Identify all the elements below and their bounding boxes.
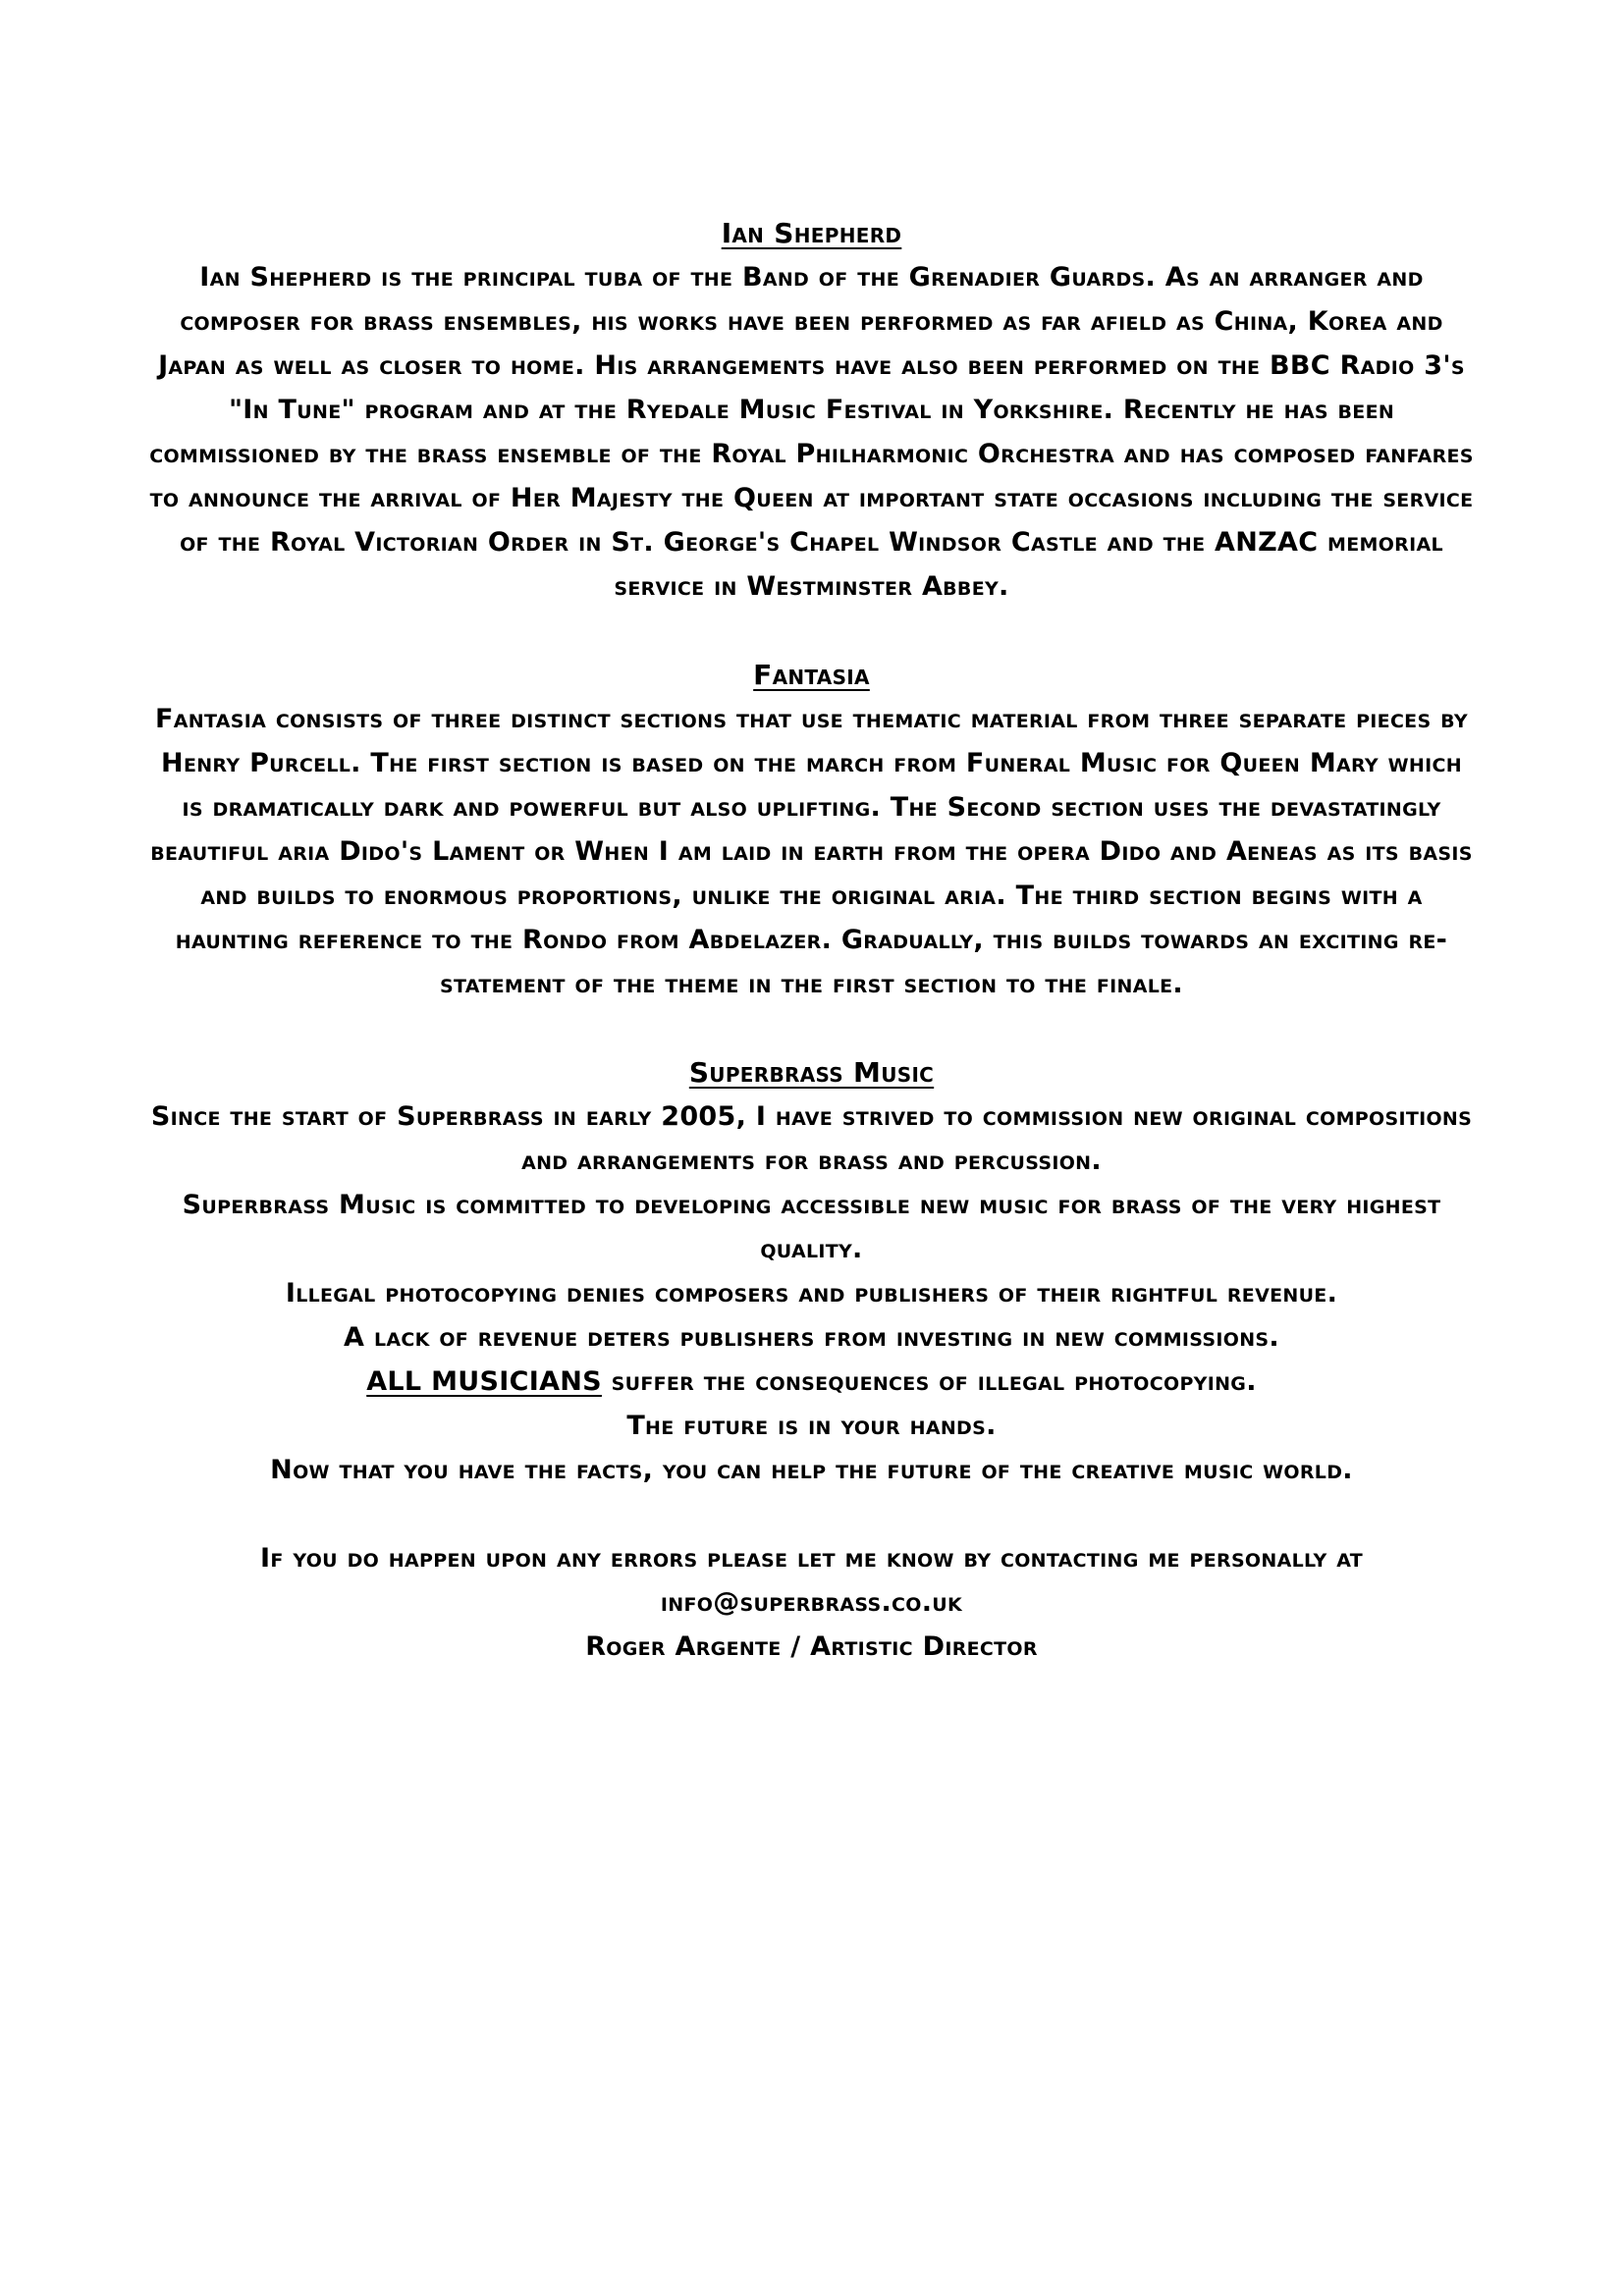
contact-block [147, 1536, 1476, 1669]
superbrass-line-4: A lack of revenue deters publishers from investing in new commissions. [344, 1322, 1279, 1353]
contact-line: If you do happen upon any errors please let me know by contacting me personally at [260, 1543, 1363, 1574]
contact-email: info@superbrass.co.uk [660, 1587, 963, 1618]
section-body-fantasia: Fantasia consists of three distinct sections that use thematic material from three separate pieces by Henry Purcell. The first section is based on the march from Funeral Music for Queen Mary which is dramatically dark and powerful but also uplifting. The Second section uses the devastatingly beautiful aria Dido's Lament or When I am laid in earth from the opera Dido and Aeneas as its basis and builds to enormous proportions, unlike the original aria. The third section begins with a haunting reference to the Rondo from Abdelazer. Gradually, this builds towards an exciting re-statement of the theme in the first section to the finale. [150, 704, 1473, 999]
section-fantasia [147, 653, 1476, 1006]
superbrass-line-1: Since the start of Superbrass in early 2005, I have strived to commission new original compositions and arrangements for brass and percussion. [150, 1101, 1473, 1176]
section-ian-shepherd [147, 211, 1476, 609]
superbrass-line-7: Now that you have the facts, you can help the future of the creative music world. [270, 1455, 1353, 1485]
superbrass-line-3: Illegal photocopying denies composers and publishers of their rightful revenue. [285, 1278, 1338, 1308]
superbrass-line-6: The future is in your hands. [626, 1411, 997, 1441]
superbrass-line-5 [147, 1360, 1476, 1404]
superbrass-line-5-rest: suffer the consequences of illegal photocopying. [601, 1366, 1257, 1397]
signature: Roger Argente / Artistic Director [585, 1631, 1038, 1662]
section-body-ian-shepherd: Ian Shepherd is the principal tuba of the Band of the Grenadier Guards. As an arranger and composer for brass ensembles, his works have been performed as far afield as China, Korea and Japan as well as closer to home. His arrangements have also been performed on the BBC Radio 3's "In Tune" program and at the Ryedale Music Festival in Yorkshire. Recently he has been commissioned by the brass ensemble of the Royal Philharmonic Orchestra and has composed fanfares to announce the arrival of Her Majesty the Queen at important state occasions including the service of the Royal Victorian Order in St. George's Chapel Windsor Castle and the ANZAC memorial service in Westminster Abbey. [149, 262, 1474, 602]
section-superbrass-music [147, 1050, 1476, 1492]
document-page [147, 211, 1476, 1669]
section-title-ian-shepherd: Ian Shepherd [721, 217, 902, 249]
superbrass-line-2: Superbrass Music is committed to developing accessible new music for brass of the very highest quality. [182, 1190, 1441, 1264]
section-title-superbrass-music: Superbrass Music [688, 1056, 935, 1089]
all-musicians-emphasis: ALL MUSICIANS [366, 1366, 602, 1397]
section-title-fantasia: Fantasia [753, 659, 870, 691]
